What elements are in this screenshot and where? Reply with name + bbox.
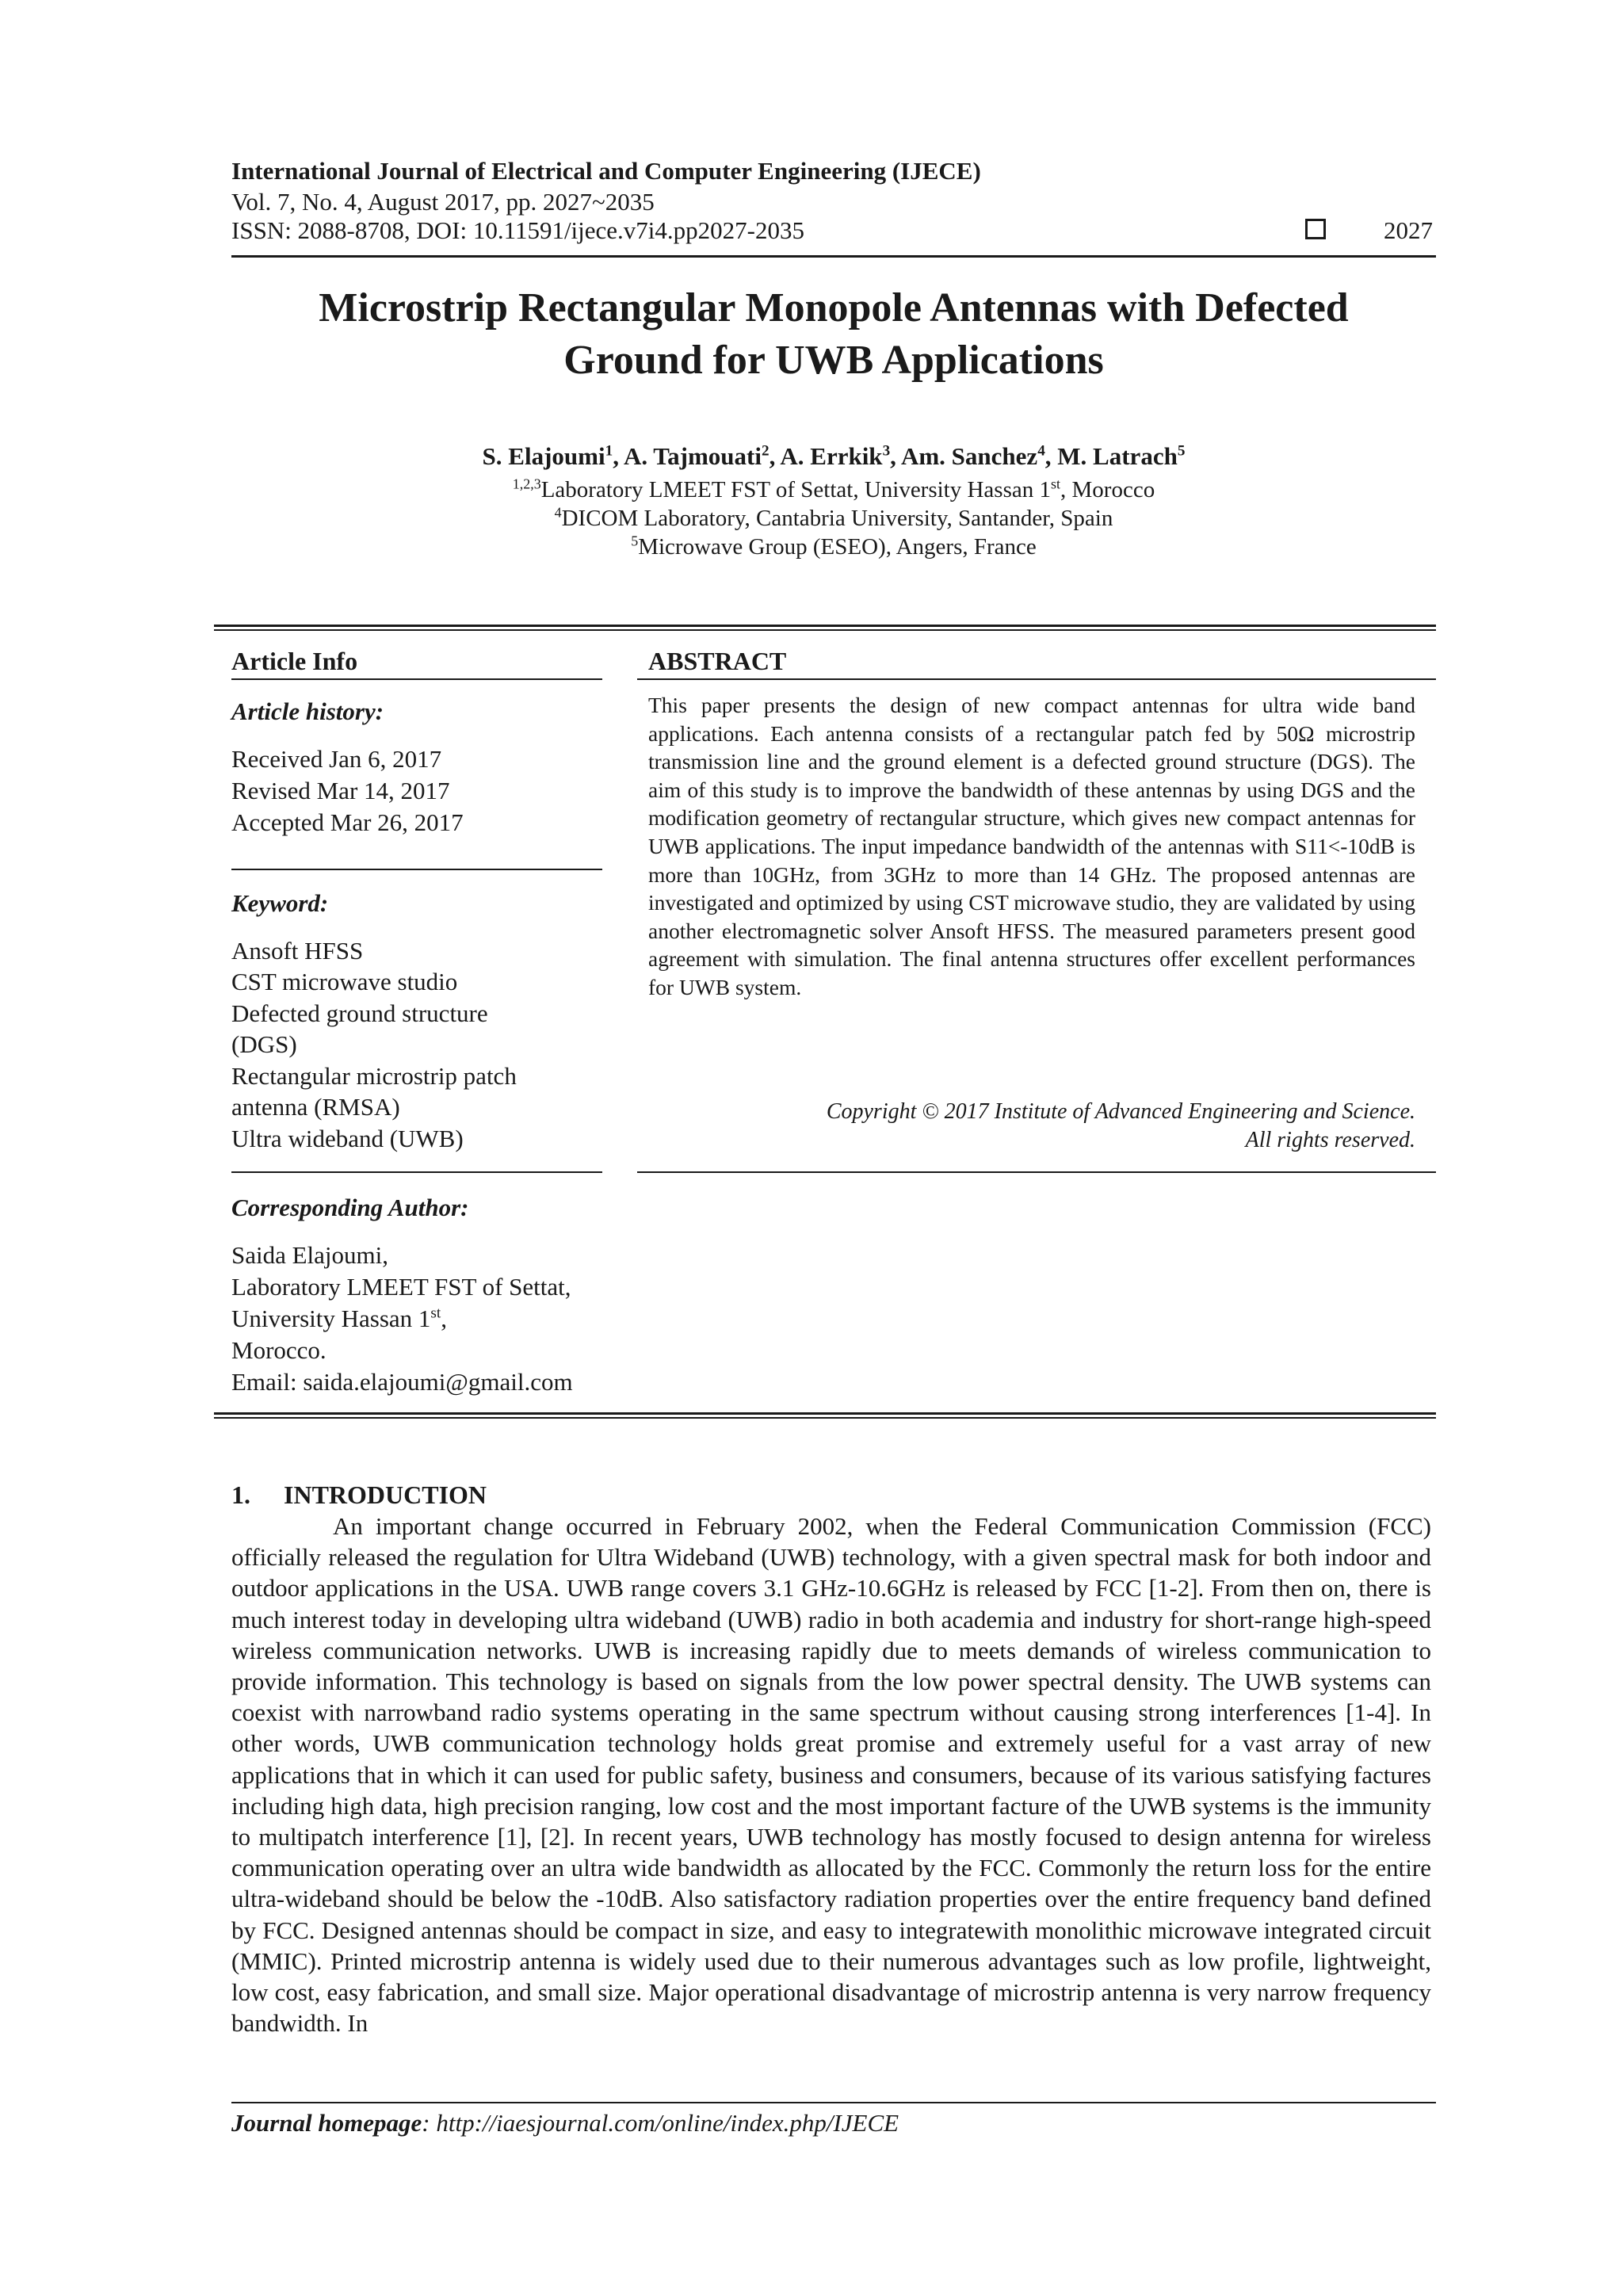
journal-homepage: Journal homepage: http://iaesjournal.com/online/index.php/IJECE <box>231 2109 899 2137</box>
author: A. Tajmouati$^2$, <box>623 442 781 470</box>
introduction-text: An important change occurred in February 2002, when the Federal Communication Commission (FCC) officially released the regulation for Ultra Wideband (UWB) technology, with a given spectral mask for both indoor and outdoor applications in the USA. UWB range covers 3.1 GHz-10.6GHz is released by FCC [1-2]. From then on, there is much interest today in developing ultra wideband (UWB) radio in both academia and industry for short-range high-speed wireless communication networks. UWB is increasing rapidly due to meets demands of wireless communication to provide information. This technology is based on signals from the low power spectral density. The UWB systems can coexist with narrowband radio systems operating in the same spectrum without causing strong interferences [1-4]. In other words, UWB communication technology holds great promise and extremely useful for a vast array of new applications that in which it can used for public safety, business and consumers, because of its various satisfying factures including high data, high precision ranging, low cost and the most important facture of the UWB systems is the immunity to multipatch interference [1], [2]. In recent years, UWB technology has mostly focused to design antenna for wireless communication operating over an ultra wide bandwidth as allocated by the FCC. Commonly the return loss for the entire ultra-wideband should be below the -10dB. Also satisfactory radiation properties over the entire frequency band defined by FCC. Designed antennas should be compact in size, and easy to integratewith monolithic microwave integrated circuit (MMIC). Printed microstrip antenna is widely used due to their numerous advantages such as low profile, lightweight, low cost, easy fabrication, and small size. Major operational disadvantage of microstrip antenna is very narrow frequency bandwidth. In <box>231 1512 1431 2038</box>
abstract-bottom-rule <box>637 1171 1436 1173</box>
author: Am. Sanchez$^4$, <box>900 442 1058 470</box>
keyword-item: Ansoft HFSS <box>231 937 364 965</box>
page-number: 2027 <box>1384 216 1433 244</box>
keyword-item: Ultra wideband (UWB) <box>231 1125 464 1152</box>
abstract-rule <box>637 678 1436 680</box>
introduction-heading: 1. INTRODUCTION <box>231 1480 487 1509</box>
journal-name: International Journal of Electrical and Computer Engineering (IJECE) <box>231 157 981 185</box>
abstract-text: This paper presents the design of new compact antennas for ultra wide band applications. Each antenna consists of a rectangular patch fed by 50Ω microstrip transmission line and the ground element is a defected ground structure (DGS). The aim of this study is to improve the bandwidth of these antennas by using DGS and the modification geometry of rectangular structure, which gives new compact antennas for UWB applications. The input impedance bandwidth of the antennas with S11<-10dB is more than 10GHz, from 3GHz to more than 14 GHz. The proposed antennas are investigated and optimized by using CST microwave studio, they are validated by using another electromagnetic solver Ansoft HFSS. The measured parameters present good agreement with simulation. The final antenna structures offer excellent performances for UWB system. <box>648 693 1415 999</box>
article-info-rule <box>231 678 602 680</box>
corresponding-email: Email: saida.elajoumi@gmail.com <box>231 1368 573 1396</box>
history-accepted: Accepted Mar 26, 2017 <box>231 808 464 836</box>
header-rule <box>231 255 1436 258</box>
info-box-bottom-rule <box>214 1412 1436 1415</box>
corresponding-name: Saida Elajoumi, <box>231 1241 389 1269</box>
keyword-item: CST microwave studio <box>231 968 458 995</box>
copyright-notice <box>648 1098 1415 1155</box>
corresponding-university: University Hassan 1st, <box>231 1305 447 1332</box>
author-list <box>231 441 1436 472</box>
title-line-2: Ground for UWB Applications <box>563 338 1104 383</box>
info-box-top-rule-2 <box>214 629 1436 631</box>
keyword-rule <box>231 1171 602 1173</box>
history-revised: Revised Mar 14, 2017 <box>231 777 450 804</box>
copyright-line-1: Copyright © 2017 Institute of Advanced Engineering and Science. <box>826 1099 1415 1124</box>
corresponding-lab: Laboratory LMEET FST of Settat, <box>231 1273 571 1301</box>
history-received: Received Jan 6, 2017 <box>231 745 442 773</box>
issn-line: ISSN: 2088-8708, DOI: 10.11591/ijece.v7i4.pp2027-2035 <box>231 216 804 244</box>
article-history-heading: Article history: <box>231 697 384 725</box>
keyword-item: (DGS) <box>231 1030 297 1058</box>
corresponding-country: Morocco. <box>231 1336 327 1364</box>
checkbox-square-icon <box>1305 219 1326 239</box>
affiliation: $^5$Microwave Group (ESEO), Angers, France <box>631 533 1037 560</box>
footer-rule <box>231 2102 1436 2103</box>
keyword-item: Defected ground structure <box>231 999 488 1027</box>
keyword-item: antenna (RMSA) <box>231 1093 400 1121</box>
abstract-heading: ABSTRACT <box>648 647 787 675</box>
info-box-top-rule <box>214 625 1436 627</box>
volume-line: Vol. 7, No. 4, August 2017, pp. 2027~2035 <box>231 188 655 216</box>
author: S. Elajoumi$^1$, <box>482 442 624 470</box>
title-line-1: Microstrip Rectangular Monopole Antennas with Defected <box>319 285 1349 330</box>
affiliation: $^4$DICOM Laboratory, Cantabria University, Santander, Spain <box>554 504 1113 531</box>
paper-title <box>231 282 1436 387</box>
history-rule <box>231 869 602 870</box>
article-info-heading: Article Info <box>231 647 358 675</box>
author: M. Latrach$^5$ <box>1057 442 1186 470</box>
corresponding-heading: Corresponding Author: <box>231 1194 469 1221</box>
keyword-heading: Keyword: <box>231 889 329 917</box>
keyword-item: Rectangular microstrip patch <box>231 1062 517 1090</box>
affiliation: $^{1,2,3}$Laboratory LMEET FST of Settat, University Hassan 1st, Morocco <box>512 476 1155 502</box>
author: A. Errkik$^3$, <box>780 442 901 470</box>
info-box-bottom-rule-2 <box>214 1417 1436 1419</box>
copyright-line-2: All rights reserved. <box>1245 1128 1415 1152</box>
